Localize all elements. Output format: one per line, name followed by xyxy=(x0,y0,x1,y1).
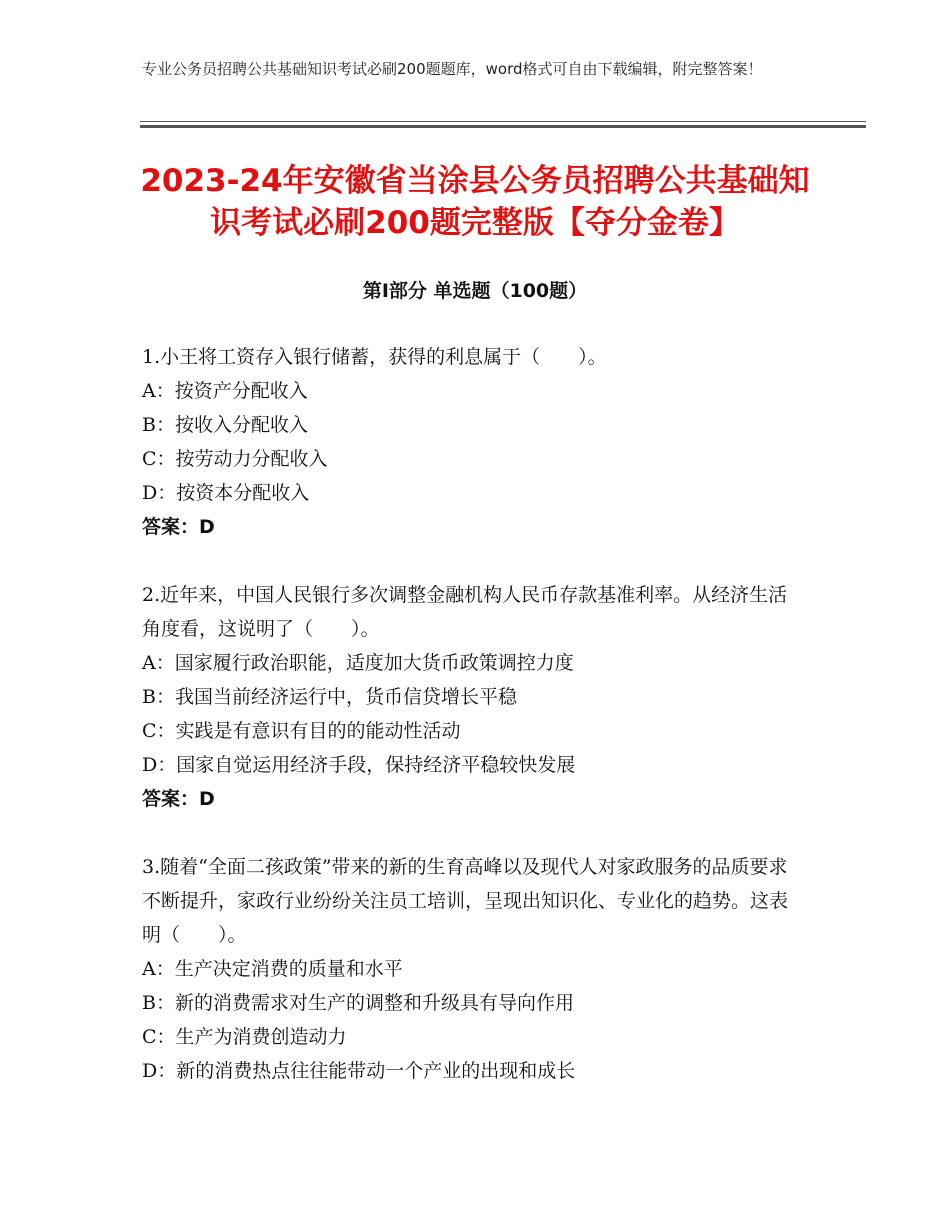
section-heading: 第Ⅰ部分 单选题（100题） xyxy=(362,280,588,302)
answer: 答案：D xyxy=(142,788,215,810)
option-d: D：国家自觉运用经济手段，保持经济平稳较快发展 xyxy=(142,754,576,776)
header-divider-thin xyxy=(140,121,866,122)
option-d: D：按资本分配收入 xyxy=(142,482,310,504)
question-list xyxy=(142,340,802,1122)
question-stem: 1.小王将工资存入银行储蓄，获得的利息属于（ ）。 xyxy=(142,346,607,368)
answer: 答案：D xyxy=(142,516,215,538)
header-note: 专业公务员招聘公共基础知识考试必刷200题题库，word格式可自由下载编辑，附完整答案！ xyxy=(142,60,763,78)
option-d: D：新的消费热点往往能带动一个产业的出现和成长 xyxy=(142,1060,576,1082)
option-b: B：我国当前经济运行中，货币信贷增长平稳 xyxy=(142,686,517,708)
option-b: B：按收入分配收入 xyxy=(142,414,308,436)
question-3 xyxy=(142,850,802,1088)
option-c: C：实践是有意识有目的的能动性活动 xyxy=(142,720,461,742)
option-a: A：按资产分配收入 xyxy=(142,380,308,402)
question-2 xyxy=(142,578,802,816)
option-c: C：按劳动力分配收入 xyxy=(142,448,328,470)
option-c: C：生产为消费创造动力 xyxy=(142,1026,347,1048)
question-stem: 2.近年来，中国人民银行多次调整金融机构人民币存款基准利率。从经济生活角度看，这说明了（ ）。 xyxy=(142,584,788,640)
option-a: A：国家履行政治职能，适度加大货币政策调控力度 xyxy=(142,652,574,674)
option-a: A：生产决定消费的质量和水平 xyxy=(142,958,403,980)
document-title: 2023-24年安徽省当涂县公务员招聘公共基础知识考试必刷200题完整版【夺分金卷】 xyxy=(140,163,810,241)
option-b: B：新的消费需求对生产的调整和升级具有导向作用 xyxy=(142,992,574,1014)
header-divider-thick xyxy=(140,125,866,128)
question-stem: 3.随着“全面二孩政策”带来的新的生育高峰以及现代人对家政服务的品质要求不断提升，家政行业纷纷关注员工培训，呈现出知识化、专业化的趋势。这表明（ ）。 xyxy=(142,856,789,946)
question-1 xyxy=(142,340,802,544)
